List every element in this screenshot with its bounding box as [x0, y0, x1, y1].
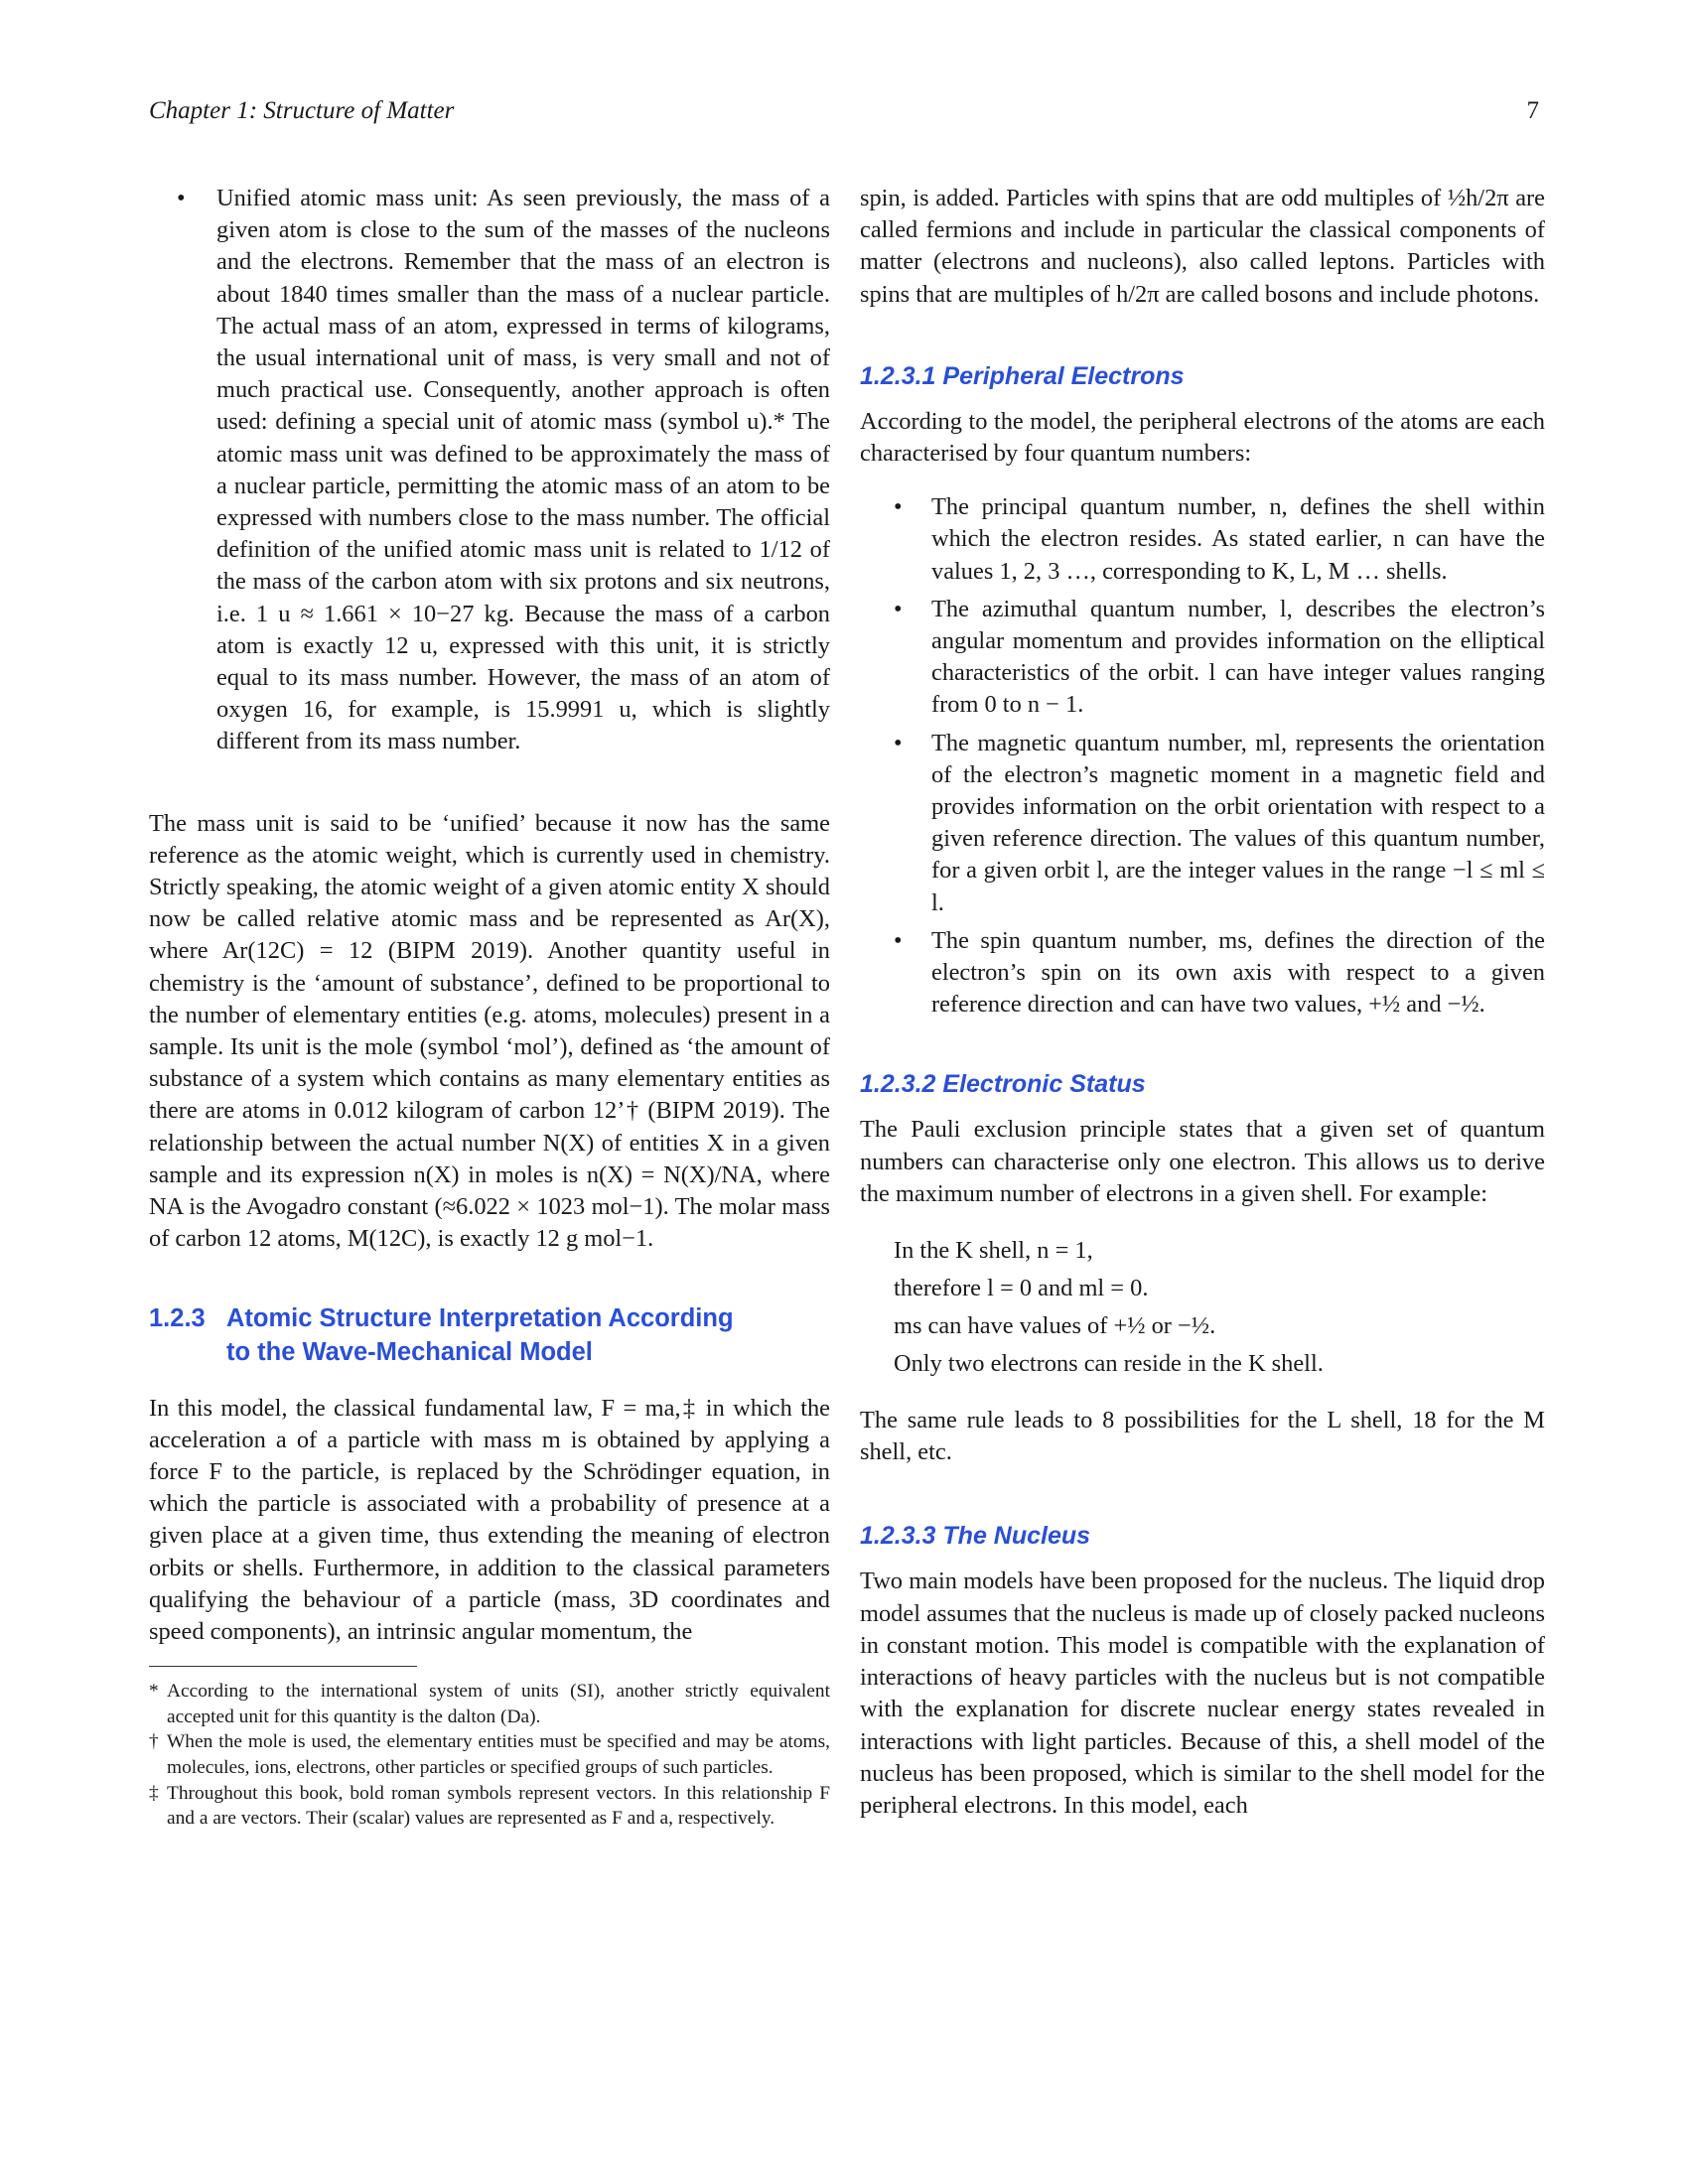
bullet-text: The magnetic quantum number, ml, represents the orientation of the electron’s magnetic moment in a magnetic field and provides information on the orbit orientation with respect to a given reference direction. The values of this quantum number, for a given orbit l, are the integer values in the range −l ≤ ml ≤ l.: [931, 729, 1545, 916]
footnote-rule: [149, 1666, 417, 1667]
paragraph-same-rule: The same rule leads to 8 possibilities for the L shell, 18 for the M shell, etc.: [860, 1407, 1545, 1466]
footnote-text: When the mole is used, the elementary entities must be specified and may be atoms, molecules, ions, electrons, other particles or specified groups of such particles.: [167, 1731, 830, 1778]
left-column: [149, 183, 830, 1832]
bullet-text: The azimuthal quantum number, l, describes the electron’s angular momentum and provides information on the elliptical characteristics of the orbit. l can have integer values ranging from 0 to n − 1.: [931, 595, 1545, 719]
section-title-line1: Atomic Structure Interpretation According: [226, 1303, 734, 1332]
bullet-dot: •: [177, 185, 186, 211]
bullet-spin-quantum-number: [860, 925, 1545, 1022]
footnote-double-dagger: [149, 1781, 830, 1832]
paragraph-wave-model: In this model, the classical fundamental law, F = ma,‡ in which the acceleration a of a particle with mass m is obtained by applying a force F to the particle, is replaced by the Schrödinger equation, in which the particle is associated with a probability of presence at a given place at a given time, thus extending the meaning of electron orbits or shells. Furthermore, in addition to the classical parameters qualifying the behaviour of a particle (mass, 3D coordinates and speed components), an intrinsic angular momentum, the: [149, 1394, 830, 1645]
section-number: 1.2.3: [149, 1303, 206, 1332]
example-line: Only two electrons can reside in the K shell.: [894, 1350, 1324, 1378]
footnote-mark: *: [149, 1681, 159, 1703]
bullet-dot: •: [894, 729, 903, 756]
subsection-heading-peripheral-electrons: 1.2.3.1 Peripheral Electrons: [860, 361, 1185, 390]
bullet-text: The spin quantum number, ms, defines the direction of the electron’s spin on its own axis with respect to a given reference direction and can have two values, +½ and −½.: [931, 926, 1545, 1019]
k-shell-example: [860, 1232, 1545, 1383]
bullet-unified-mass-unit: [149, 183, 830, 758]
quantum-number-list: [860, 491, 1545, 1021]
footnote-dagger: [149, 1729, 830, 1780]
footnote-text: According to the international system of units (SI), another strictly equivalent accepted unit for this quantity is the dalton (Da).: [167, 1681, 830, 1727]
paragraph-nucleus: Two main models have been proposed for the nucleus. The liquid drop model assumes that the nucleus is made up of closely packed nucleons in constant motion. This model is compatible with the explanation of interactions of heavy particles with the nucleus but is not compatible with the explanation for discrete nuclear energy states revealed in interactions with light particles. Because of this, a shell model of the nucleus has been proposed, which is similar to the shell model for the peripheral electrons. In this model, each: [860, 1568, 1545, 1819]
bullet-list-unified: [149, 183, 830, 758]
footnotes: [149, 1679, 830, 1832]
footnote-asterisk: [149, 1679, 830, 1729]
paragraph-pauli: The Pauli exclusion principle states that a given set of quantum numbers can characterise only one electron. This allows us to derive the maximum number of electrons in a given shell. For example:: [860, 1116, 1545, 1207]
bullet-unified-text: Unified atomic mass unit: As seen previously, the mass of a given atom is close to the sum of the masses of the nucleons and the electrons. Remember that the mass of an electron is about 1840 times smaller than the mass of a nuclear particle. The actual mass of an atom, expressed in terms of kilograms, the usual international unit of mass, is very small and not of much practical use. Consequently, another approach is often used: defining a special unit of atomic mass (symbol u).* The atomic mass unit was defined to be approximately the mass of a nuclear particle, permitting the atomic mass of an atom to be expressed with numbers close to the mass number. The official definition of the unified atomic mass unit is related to 1/12 of the mass of the carbon atom with six protons and six neutrons, i.e. 1 u ≈ 1.661 × 10−27 kg. Because the mass of a carbon atom is exactly 12 u, expressed with this unit, it is strictly equal to its mass number. However, the mass of an atom of oxygen 16, for example, is 15.9991 u, which is slightly different from its mass number.: [216, 185, 830, 755]
example-line: In the K shell, n = 1,: [894, 1237, 1093, 1265]
paragraph-peripheral: According to the model, the peripheral electrons of the atoms are each characterised by four quantum numbers:: [860, 407, 1545, 468]
bullet-dot: •: [894, 493, 903, 521]
bullet-principal-quantum-number: [860, 491, 1545, 588]
example-line: therefore l = 0 and ml = 0.: [894, 1275, 1149, 1302]
example-line: ms can have values of +½ or −½.: [894, 1312, 1216, 1340]
paragraph-mass-unit: The mass unit is said to be ‘unified’ because it now has the same reference as the atomic weight, which is currently used in chemistry. Strictly speaking, the atomic weight of a given atomic entity X should now be called relative atomic mass and be represented as Ar(X), where Ar(12C) = 12 (BIPM 2019). Another quantity useful in chemistry is the ‘amount of substance’, defined to be proportional to the number of elementary entities (e.g. atoms, molecules) present in a sample. Its unit is the mole (symbol ‘mol’), defined as ‘the amount of substance of a system which contains as many elementary entities as there are atoms in 0.012 kilogram of carbon 12’† (BIPM 2019). The relationship between the actual number N(X) of entities X in a given sample and its expression n(X) in moles is n(X) = N(X)/NA, where NA is the Avogadro constant (≈6.022 × 1023 mol−1). The molar mass of carbon 12 atoms, M(12C), is exactly 12 g mol−1.: [149, 809, 830, 1253]
bullet-text: The principal quantum number, n, defines the shell within which the electron resides. As stated earlier, n can have the values 1, 2, 3 …, corresponding to K, L, M … shells.: [931, 493, 1545, 585]
section-title-line2: to the Wave-Mechanical Model: [226, 1337, 593, 1366]
bullet-dot: •: [894, 926, 903, 954]
paragraph-spin: spin, is added. Particles with spins that are odd multiples of ½h/2π are called fermions and include in particular the classical components of matter (electrons and nucleons), also called leptons. Particles with spins that are multiples of h/2π are called bosons and include photons.: [860, 185, 1545, 308]
section-heading-1-2-3: [149, 1301, 830, 1369]
running-head: Chapter 1: Structure of Matter: [149, 97, 455, 124]
bullet-magnetic-quantum-number: [860, 728, 1545, 919]
subsection-heading-electronic-status: 1.2.3.2 Electronic Status: [860, 1070, 1146, 1099]
right-column: [860, 183, 1545, 1822]
footnote-mark: †: [149, 1731, 159, 1753]
bullet-azimuthal-quantum-number: [860, 594, 1545, 722]
footnote-mark: ‡: [149, 1782, 159, 1804]
page-number: 7: [1526, 97, 1539, 124]
subsection-heading-nucleus: 1.2.3.3 The Nucleus: [860, 1522, 1091, 1551]
footnote-text: Throughout this book, bold roman symbols represent vectors. In this relationship F and a are vectors. Their (scalar) values are represented as F and a, respectively.: [167, 1782, 830, 1830]
bullet-dot: •: [894, 595, 903, 622]
